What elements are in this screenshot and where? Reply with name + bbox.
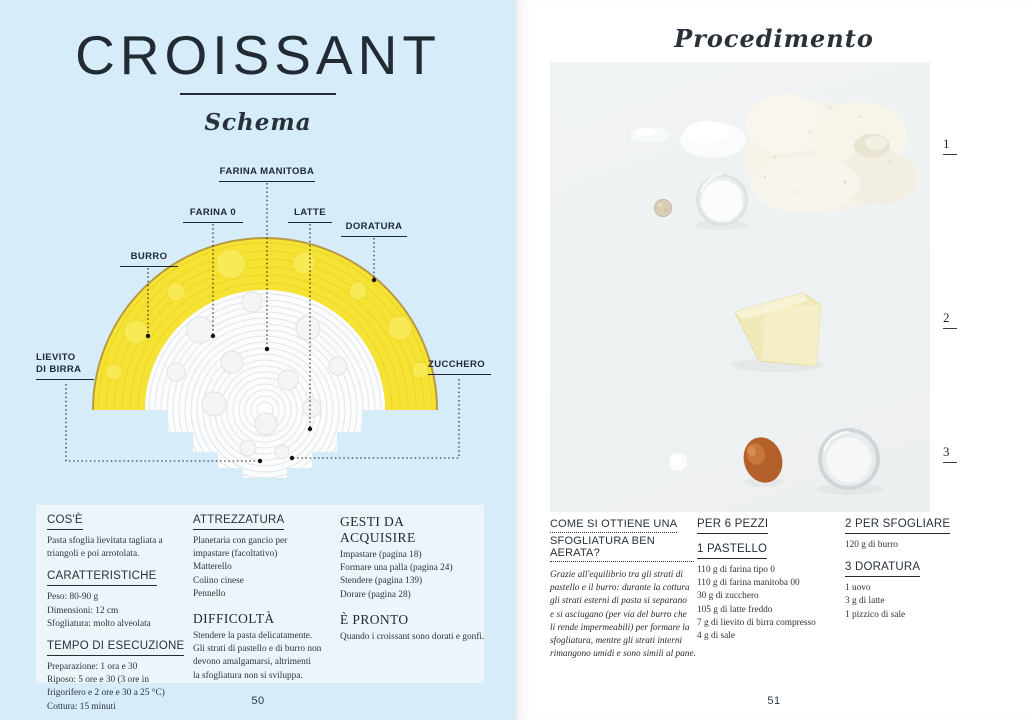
text-column: [845, 518, 997, 622]
ingredients-photo: [550, 62, 930, 512]
text-column: [550, 518, 694, 661]
diagram-label-latte: LATTE: [288, 207, 332, 223]
text-column: [340, 514, 485, 644]
milk-glass: [696, 174, 748, 226]
diagram-label-lievito_di_birra: LIEVITO DI BIRRA: [36, 352, 94, 380]
text-column: [697, 518, 847, 643]
section-heading: ATTREZZATURA: [193, 514, 337, 530]
section-heading: TEMPO DI ESECUZIONE: [47, 640, 189, 656]
section-body: 110 g di farina tipo 0 110 g di farina manitoba 00 30 g di zucchero 105 g di latte freddo 7 g di lievito di birra compresso 4 g di sale: [697, 565, 816, 641]
section-body: Impastare (pagina 18) Formare una palla (pagina 24) Stendere (pagina 139) Dorare (pagina 28): [340, 550, 453, 600]
page-number-right: 51: [767, 695, 781, 707]
section-heading: 3 DORATURA: [845, 561, 997, 577]
salt-pinch: [669, 453, 687, 471]
section-body: Preparazione: 1 ora e 30 Riposo: 5 ore e 30 (3 ore in frigorifero e 2 ore e 30 a 25 °C) Cottura: 15 minuti: [47, 661, 165, 712]
salt-pile: [630, 127, 670, 143]
flour-pile: [744, 94, 918, 212]
page-title: CROISSANT: [75, 24, 441, 86]
photo-marker-3: 3: [943, 444, 961, 463]
text-column: [47, 514, 189, 714]
page-number-left: 50: [251, 695, 265, 707]
milk-dish: [818, 428, 880, 490]
butter-block: [735, 293, 821, 366]
section-heading: 2 PER SFOGLIARE: [845, 518, 997, 534]
section-heading: 1 PASTELLO: [697, 543, 847, 559]
schema-subtitle: Schema: [204, 109, 312, 137]
section-body: 120 g di burro: [845, 540, 898, 550]
diagram-label-farina_manitoba: FARINA MANITOBA: [219, 166, 315, 182]
section-body: Peso: 80-90 g Dimensioni: 12 cm Sfogliatura: molto alveolata: [47, 592, 151, 629]
section-body: Planetaria con gancio per impastare (facoltativo) Matterello Colino cinese Pennello: [193, 536, 288, 599]
right-page: [516, 0, 1032, 720]
photo-marker-2: 2: [943, 310, 961, 329]
section-heading: GESTI DA ACQUISIRE: [340, 514, 416, 545]
diagram-label-burro: BURRO: [120, 251, 178, 267]
section-body: Pasta sfoglia lievitata tagliata a triangoli e poi arrotolata.: [47, 536, 163, 560]
section-heading: DIFFICOLTÀ: [193, 610, 275, 626]
text-column: [193, 514, 337, 683]
section-body: Grazie all'equilibrio tra gli strati di pastello e il burro: durante la cottura gli strati esterni di pasta si separano e si asciugano (per via del burro che li rende impermeabili) per formare la sfogliatura, mentre gli strati interni rimangono umidi e sono simili al pane.: [550, 570, 696, 660]
section-body: 1 uovo 3 g di latte 1 pizzico di sale: [845, 583, 906, 620]
section-heading: COS'È: [47, 514, 189, 530]
section-body: Stendere la pasta delicatamente. Gli strati di pastello e di burro non devono amalgamarsi, altrimenti la sfogliatura non si sviluppa.: [193, 630, 322, 681]
section-heading: COME SI OTTIENE UNA SFOGLIATURA BEN AERATA?: [550, 518, 694, 564]
diagram-label-farina_0: FARINA 0: [183, 207, 243, 223]
yeast-cube: [655, 200, 672, 217]
section-heading: PER 6 PEZZI: [697, 518, 847, 534]
photo-marker-1: 1: [943, 136, 961, 155]
diagram-label-doratura: DORATURA: [341, 221, 407, 237]
section-body: Quando i croissant sono dorati e gonfi.: [340, 631, 485, 642]
section-heading: CARATTERISTICHE: [47, 570, 189, 586]
ingredients-photo-svg: [550, 62, 930, 512]
diagram-label-zucchero: ZUCCHERO: [428, 359, 491, 375]
sugar-pile: [680, 121, 746, 158]
procedimento-title: Procedimento: [674, 24, 874, 53]
section-heading: È PRONTO: [340, 611, 409, 627]
